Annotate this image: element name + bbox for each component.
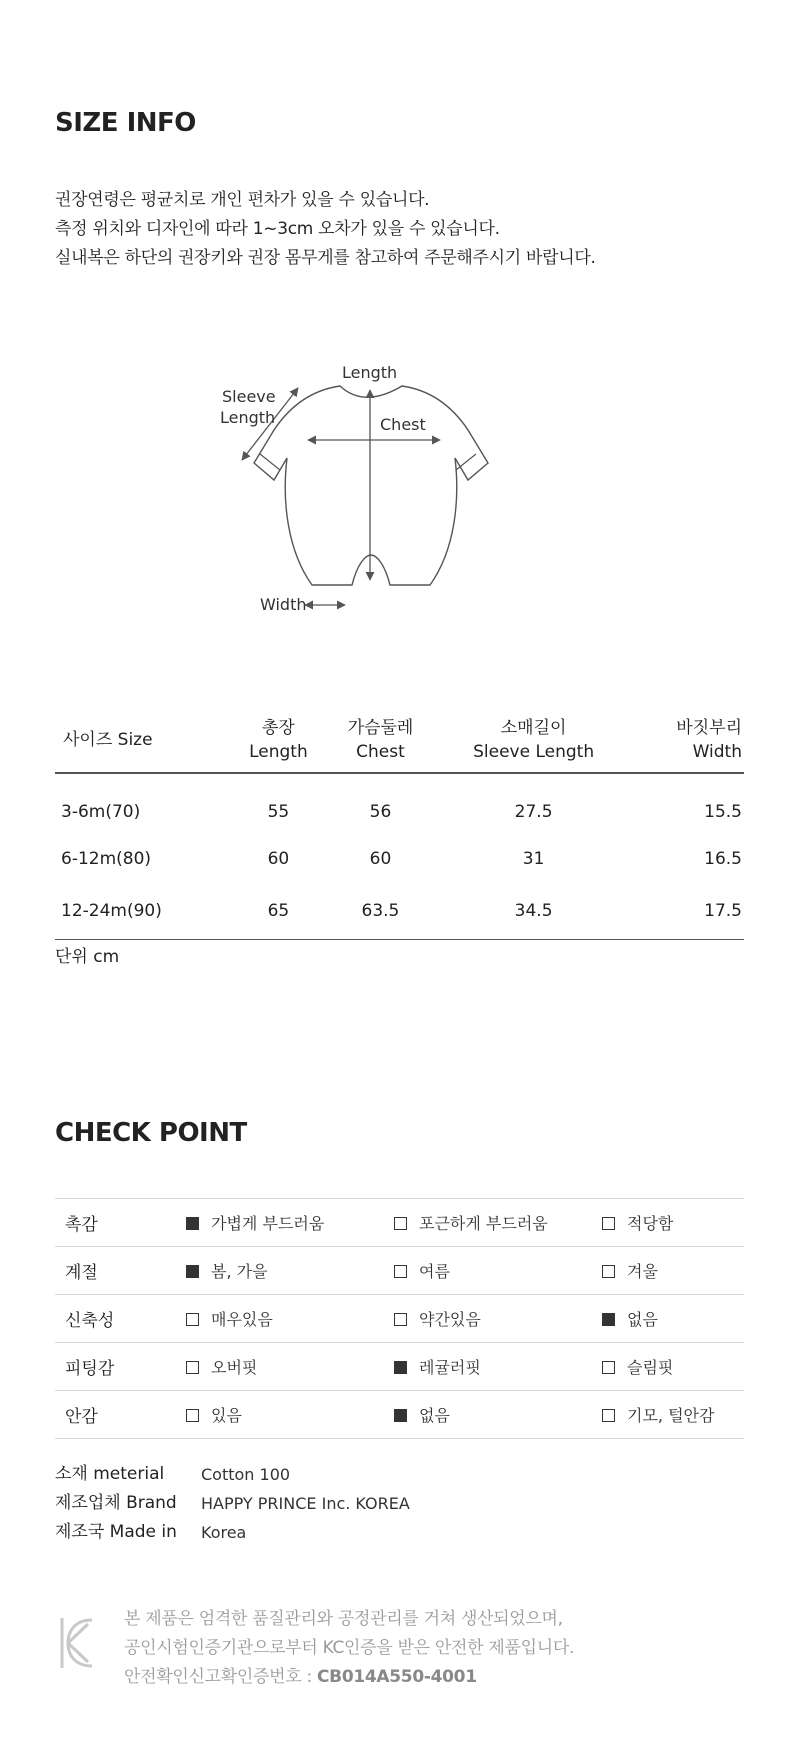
header-width: 바짓부리 Width bbox=[676, 717, 742, 762]
product-specs bbox=[55, 1460, 410, 1547]
garment-measurement-diagram bbox=[220, 360, 540, 650]
cell-size: 12-24m(90) bbox=[61, 900, 162, 921]
chest-label: Chest bbox=[380, 415, 426, 434]
check-option-label: 기모, 털안감 bbox=[627, 1406, 715, 1425]
check-option-label: 약간있음 bbox=[419, 1310, 481, 1329]
check-option-label: 오버핏 bbox=[211, 1358, 258, 1377]
unchecked-box-icon bbox=[186, 1313, 199, 1326]
cell-width: 15.5 bbox=[704, 801, 742, 822]
check-option bbox=[186, 1199, 394, 1247]
check-row-label: 안감 bbox=[65, 1407, 98, 1427]
kc-line: 공인시험인증기관으로부터 KC인증을 받은 안전한 제품입니다. bbox=[124, 1638, 575, 1658]
check-row bbox=[55, 1295, 744, 1343]
check-row bbox=[55, 1391, 744, 1439]
unchecked-box-icon bbox=[186, 1409, 199, 1422]
check-point-title: CHECK POINT bbox=[55, 1118, 247, 1148]
table-row bbox=[55, 835, 744, 883]
check-option bbox=[602, 1391, 744, 1439]
check-option bbox=[602, 1343, 744, 1391]
size-notes bbox=[55, 186, 596, 273]
cell-chest: 56 bbox=[369, 801, 392, 822]
cell-length: 60 bbox=[267, 849, 290, 869]
width-label: Width bbox=[260, 595, 307, 614]
unchecked-box-icon bbox=[602, 1265, 615, 1278]
spec-label: 소재 meterial bbox=[55, 1464, 165, 1484]
check-option bbox=[186, 1343, 394, 1391]
cell-sleeve: 27.5 bbox=[514, 801, 553, 822]
checked-box-icon bbox=[186, 1217, 199, 1230]
check-option-label: 겨울 bbox=[627, 1262, 658, 1281]
unchecked-box-icon bbox=[602, 1217, 615, 1230]
check-option-label: 가볍게 부드러움 bbox=[211, 1214, 325, 1233]
cell-size: 3-6m(70) bbox=[61, 801, 141, 822]
kc-mark-icon bbox=[58, 1614, 96, 1672]
table-row bbox=[55, 883, 744, 939]
check-option-label: 슬림핏 bbox=[627, 1358, 674, 1377]
checked-box-icon bbox=[394, 1361, 407, 1374]
size-table-header bbox=[55, 715, 744, 773]
check-option bbox=[186, 1247, 394, 1295]
check-option bbox=[394, 1391, 602, 1439]
check-row-label: 신축성 bbox=[65, 1311, 115, 1331]
romper-outline bbox=[254, 386, 488, 585]
size-info-title: SIZE INFO bbox=[55, 108, 196, 138]
unchecked-box-icon bbox=[394, 1313, 407, 1326]
spec-label: 제조국 Made in bbox=[55, 1522, 177, 1542]
check-option bbox=[394, 1343, 602, 1391]
sleeve-label: Sleeve bbox=[222, 387, 276, 406]
cell-width: 17.5 bbox=[704, 900, 742, 921]
check-row bbox=[55, 1343, 744, 1391]
check-option bbox=[602, 1199, 744, 1247]
cell-size: 6-12m(80) bbox=[61, 849, 152, 869]
check-option-label: 봄, 가을 bbox=[211, 1262, 268, 1281]
spec-value: HAPPY PRINCE Inc. KOREA bbox=[201, 1494, 410, 1513]
check-option bbox=[394, 1199, 602, 1247]
check-option-label: 없음 bbox=[419, 1406, 450, 1425]
check-option bbox=[186, 1295, 394, 1343]
size-table bbox=[55, 715, 744, 940]
spec-row-brand bbox=[55, 1489, 410, 1518]
kc-line: 본 제품은 엄격한 품질관리와 공정관리를 거쳐 생산되었으며, bbox=[124, 1609, 563, 1629]
check-option-label: 레귤러핏 bbox=[419, 1358, 481, 1377]
unchecked-box-icon bbox=[602, 1409, 615, 1422]
check-option-label: 없음 bbox=[627, 1310, 658, 1329]
kc-certification-text bbox=[124, 1605, 574, 1692]
check-option bbox=[602, 1247, 744, 1295]
spec-label: 제조업체 Brand bbox=[55, 1493, 177, 1513]
check-row bbox=[55, 1199, 744, 1247]
check-option bbox=[602, 1295, 744, 1343]
size-note: 측정 위치와 디자인에 따라 1~3cm 오차가 있을 수 있습니다. bbox=[55, 219, 500, 239]
kc-cert-number: 안전확인신고확인증번호 : CB014A550-4001 bbox=[124, 1667, 477, 1687]
check-row bbox=[55, 1247, 744, 1295]
header-size: 사이즈 Size bbox=[63, 729, 153, 750]
check-option-label: 있음 bbox=[211, 1406, 242, 1425]
checked-box-icon bbox=[394, 1409, 407, 1422]
header-length: 총장 Length bbox=[249, 717, 308, 762]
check-option bbox=[394, 1247, 602, 1295]
cell-sleeve: 34.5 bbox=[514, 900, 553, 921]
check-option-label: 적당함 bbox=[627, 1214, 674, 1233]
size-note: 권장연령은 평균치로 개인 편차가 있을 수 있습니다. bbox=[55, 190, 430, 210]
unchecked-box-icon bbox=[186, 1361, 199, 1374]
unchecked-box-icon bbox=[602, 1361, 615, 1374]
check-row-label: 피팅감 bbox=[65, 1359, 115, 1379]
cell-sleeve: 31 bbox=[522, 849, 545, 869]
check-row-label: 촉감 bbox=[65, 1215, 98, 1235]
unit-note: 단위 cm bbox=[55, 947, 120, 967]
spec-row-material bbox=[55, 1460, 410, 1489]
header-sleeve: 소매길이 Sleeve Length bbox=[473, 717, 595, 762]
cell-width: 16.5 bbox=[704, 849, 742, 869]
size-note: 실내복은 하단의 권장키와 권장 몸무게를 참고하여 주문해주시기 바랍니다. bbox=[55, 248, 596, 268]
unchecked-box-icon bbox=[394, 1217, 407, 1230]
check-option bbox=[186, 1391, 394, 1439]
table-row bbox=[55, 773, 744, 835]
checked-box-icon bbox=[186, 1265, 199, 1278]
check-option-label: 포근하게 부드러움 bbox=[419, 1214, 548, 1233]
cell-chest: 63.5 bbox=[361, 900, 400, 921]
header-chest: 가슴둘레 Chest bbox=[347, 717, 414, 762]
spec-row-origin bbox=[55, 1518, 410, 1547]
cell-length: 65 bbox=[267, 900, 290, 921]
checked-box-icon bbox=[602, 1313, 615, 1326]
spec-value: Cotton 100 bbox=[201, 1465, 291, 1484]
unchecked-box-icon bbox=[394, 1265, 407, 1278]
cell-length: 55 bbox=[267, 801, 290, 822]
check-option-label: 매우있음 bbox=[211, 1310, 273, 1329]
length-label: Length bbox=[342, 363, 398, 382]
spec-value: Korea bbox=[201, 1523, 247, 1542]
check-option-label: 여름 bbox=[419, 1262, 450, 1281]
cell-chest: 60 bbox=[369, 849, 392, 869]
check-row-label: 계절 bbox=[65, 1263, 98, 1283]
check-point-table bbox=[55, 1198, 744, 1439]
sleeve-label-2: Length bbox=[220, 408, 276, 427]
check-option bbox=[394, 1295, 602, 1343]
